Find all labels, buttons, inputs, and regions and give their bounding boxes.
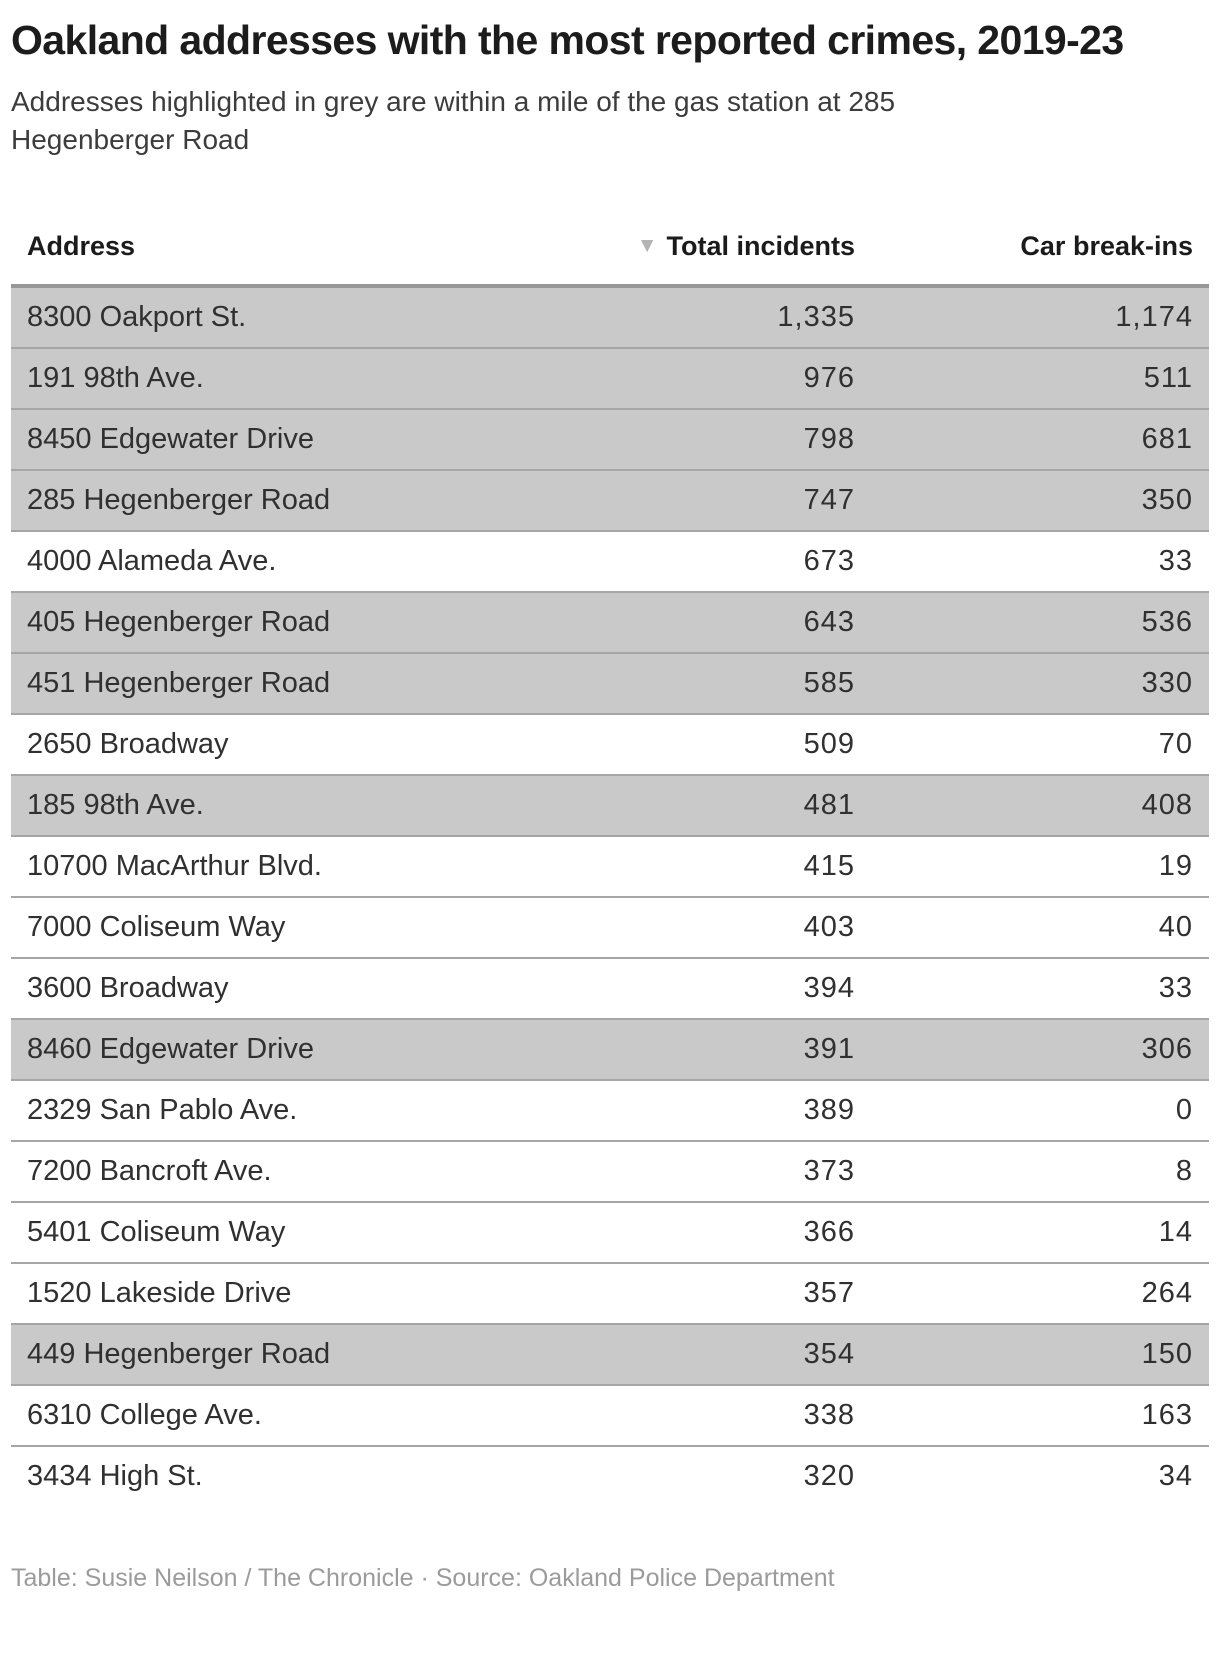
table-row [11,286,1209,348]
total-incidents-cell: 338 [571,1385,871,1446]
car-break-ins-cell: 150 [871,1324,1209,1385]
table-row [11,836,1209,897]
table-row [11,1202,1209,1263]
address-cell: 3434 High St. [11,1446,571,1506]
total-incidents-cell: 320 [571,1446,871,1506]
address-cell: 285 Hegenberger Road [11,470,571,531]
address-cell: 185 98th Ave. [11,775,571,836]
table-row [11,409,1209,470]
car-break-ins-cell: 0 [871,1080,1209,1141]
address-cell: 8450 Edgewater Drive [11,409,571,470]
car-break-ins-cell: 1,174 [871,286,1209,348]
table-row [11,1385,1209,1446]
table-row [11,1446,1209,1506]
total-incidents-cell: 509 [571,714,871,775]
car-break-ins-cell: 681 [871,409,1209,470]
address-cell: 405 Hegenberger Road [11,592,571,653]
column-header-car-break-ins[interactable]: Car break-ins [871,231,1209,286]
table-row [11,1080,1209,1141]
table-row [11,775,1209,836]
address-cell: 6310 College Ave. [11,1385,571,1446]
address-cell: 4000 Alameda Ave. [11,531,571,592]
table-row [11,592,1209,653]
car-break-ins-cell: 70 [871,714,1209,775]
address-cell: 191 98th Ave. [11,348,571,409]
car-break-ins-cell: 40 [871,897,1209,958]
address-cell: 8300 Oakport St. [11,286,571,348]
table-row [11,1324,1209,1385]
car-break-ins-cell: 33 [871,958,1209,1019]
total-incidents-cell: 585 [571,653,871,714]
car-break-ins-cell: 264 [871,1263,1209,1324]
column-header-total-incidents[interactable] [571,231,871,286]
total-incidents-cell: 389 [571,1080,871,1141]
car-break-ins-cell: 306 [871,1019,1209,1080]
table-row [11,531,1209,592]
car-break-ins-cell: 33 [871,531,1209,592]
total-incidents-cell: 366 [571,1202,871,1263]
total-incidents-cell: 391 [571,1019,871,1080]
total-incidents-cell: 798 [571,409,871,470]
address-cell: 8460 Edgewater Drive [11,1019,571,1080]
car-break-ins-cell: 350 [871,470,1209,531]
car-break-ins-cell: 330 [871,653,1209,714]
total-incidents-cell: 373 [571,1141,871,1202]
total-incidents-cell: 643 [571,592,871,653]
table-row [11,958,1209,1019]
column-header-total-incidents-label: Total incidents [666,231,855,262]
total-incidents-cell: 357 [571,1263,871,1324]
table-row [11,1141,1209,1202]
sort-descending-icon: ▼ [636,234,658,258]
header-row [11,231,1209,286]
total-incidents-cell: 415 [571,836,871,897]
car-break-ins-cell: 34 [871,1446,1209,1506]
table-row [11,1019,1209,1080]
table-row [11,1263,1209,1324]
total-incidents-cell: 747 [571,470,871,531]
table-credit: Table: Susie Neilson / The Chronicle · Source: Oakland Police Department [11,1564,835,1593]
column-header-address[interactable]: Address [11,231,571,286]
table-row [11,348,1209,409]
address-cell: 3600 Broadway [11,958,571,1019]
total-incidents-cell: 403 [571,897,871,958]
address-cell: 10700 MacArthur Blvd. [11,836,571,897]
car-break-ins-cell: 163 [871,1385,1209,1446]
table-row [11,653,1209,714]
address-cell: 2650 Broadway [11,714,571,775]
address-cell: 449 Hegenberger Road [11,1324,571,1385]
address-cell: 7000 Coliseum Way [11,897,571,958]
total-incidents-cell: 394 [571,958,871,1019]
address-cell: 2329 San Pablo Ave. [11,1080,571,1141]
car-break-ins-cell: 408 [871,775,1209,836]
address-cell: 5401 Coliseum Way [11,1202,571,1263]
table-row [11,470,1209,531]
total-incidents-cell: 481 [571,775,871,836]
total-incidents-cell: 1,335 [571,286,871,348]
car-break-ins-cell: 536 [871,592,1209,653]
page-title: Oakland addresses with the most reported crimes, 2019-23 [11,17,1124,63]
table-row [11,714,1209,775]
total-incidents-cell: 976 [571,348,871,409]
total-incidents-cell: 673 [571,531,871,592]
car-break-ins-cell: 14 [871,1202,1209,1263]
table-row [11,897,1209,958]
crime-table [11,231,1209,1506]
car-break-ins-cell: 8 [871,1141,1209,1202]
page-subtitle: Addresses highlighted in grey are within a mile of the gas station at 285 Hegenberger Road [11,86,896,156]
car-break-ins-cell: 511 [871,348,1209,409]
address-cell: 1520 Lakeside Drive [11,1263,571,1324]
car-break-ins-cell: 19 [871,836,1209,897]
total-incidents-cell: 354 [571,1324,871,1385]
address-cell: 451 Hegenberger Road [11,653,571,714]
address-cell: 7200 Bancroft Ave. [11,1141,571,1202]
